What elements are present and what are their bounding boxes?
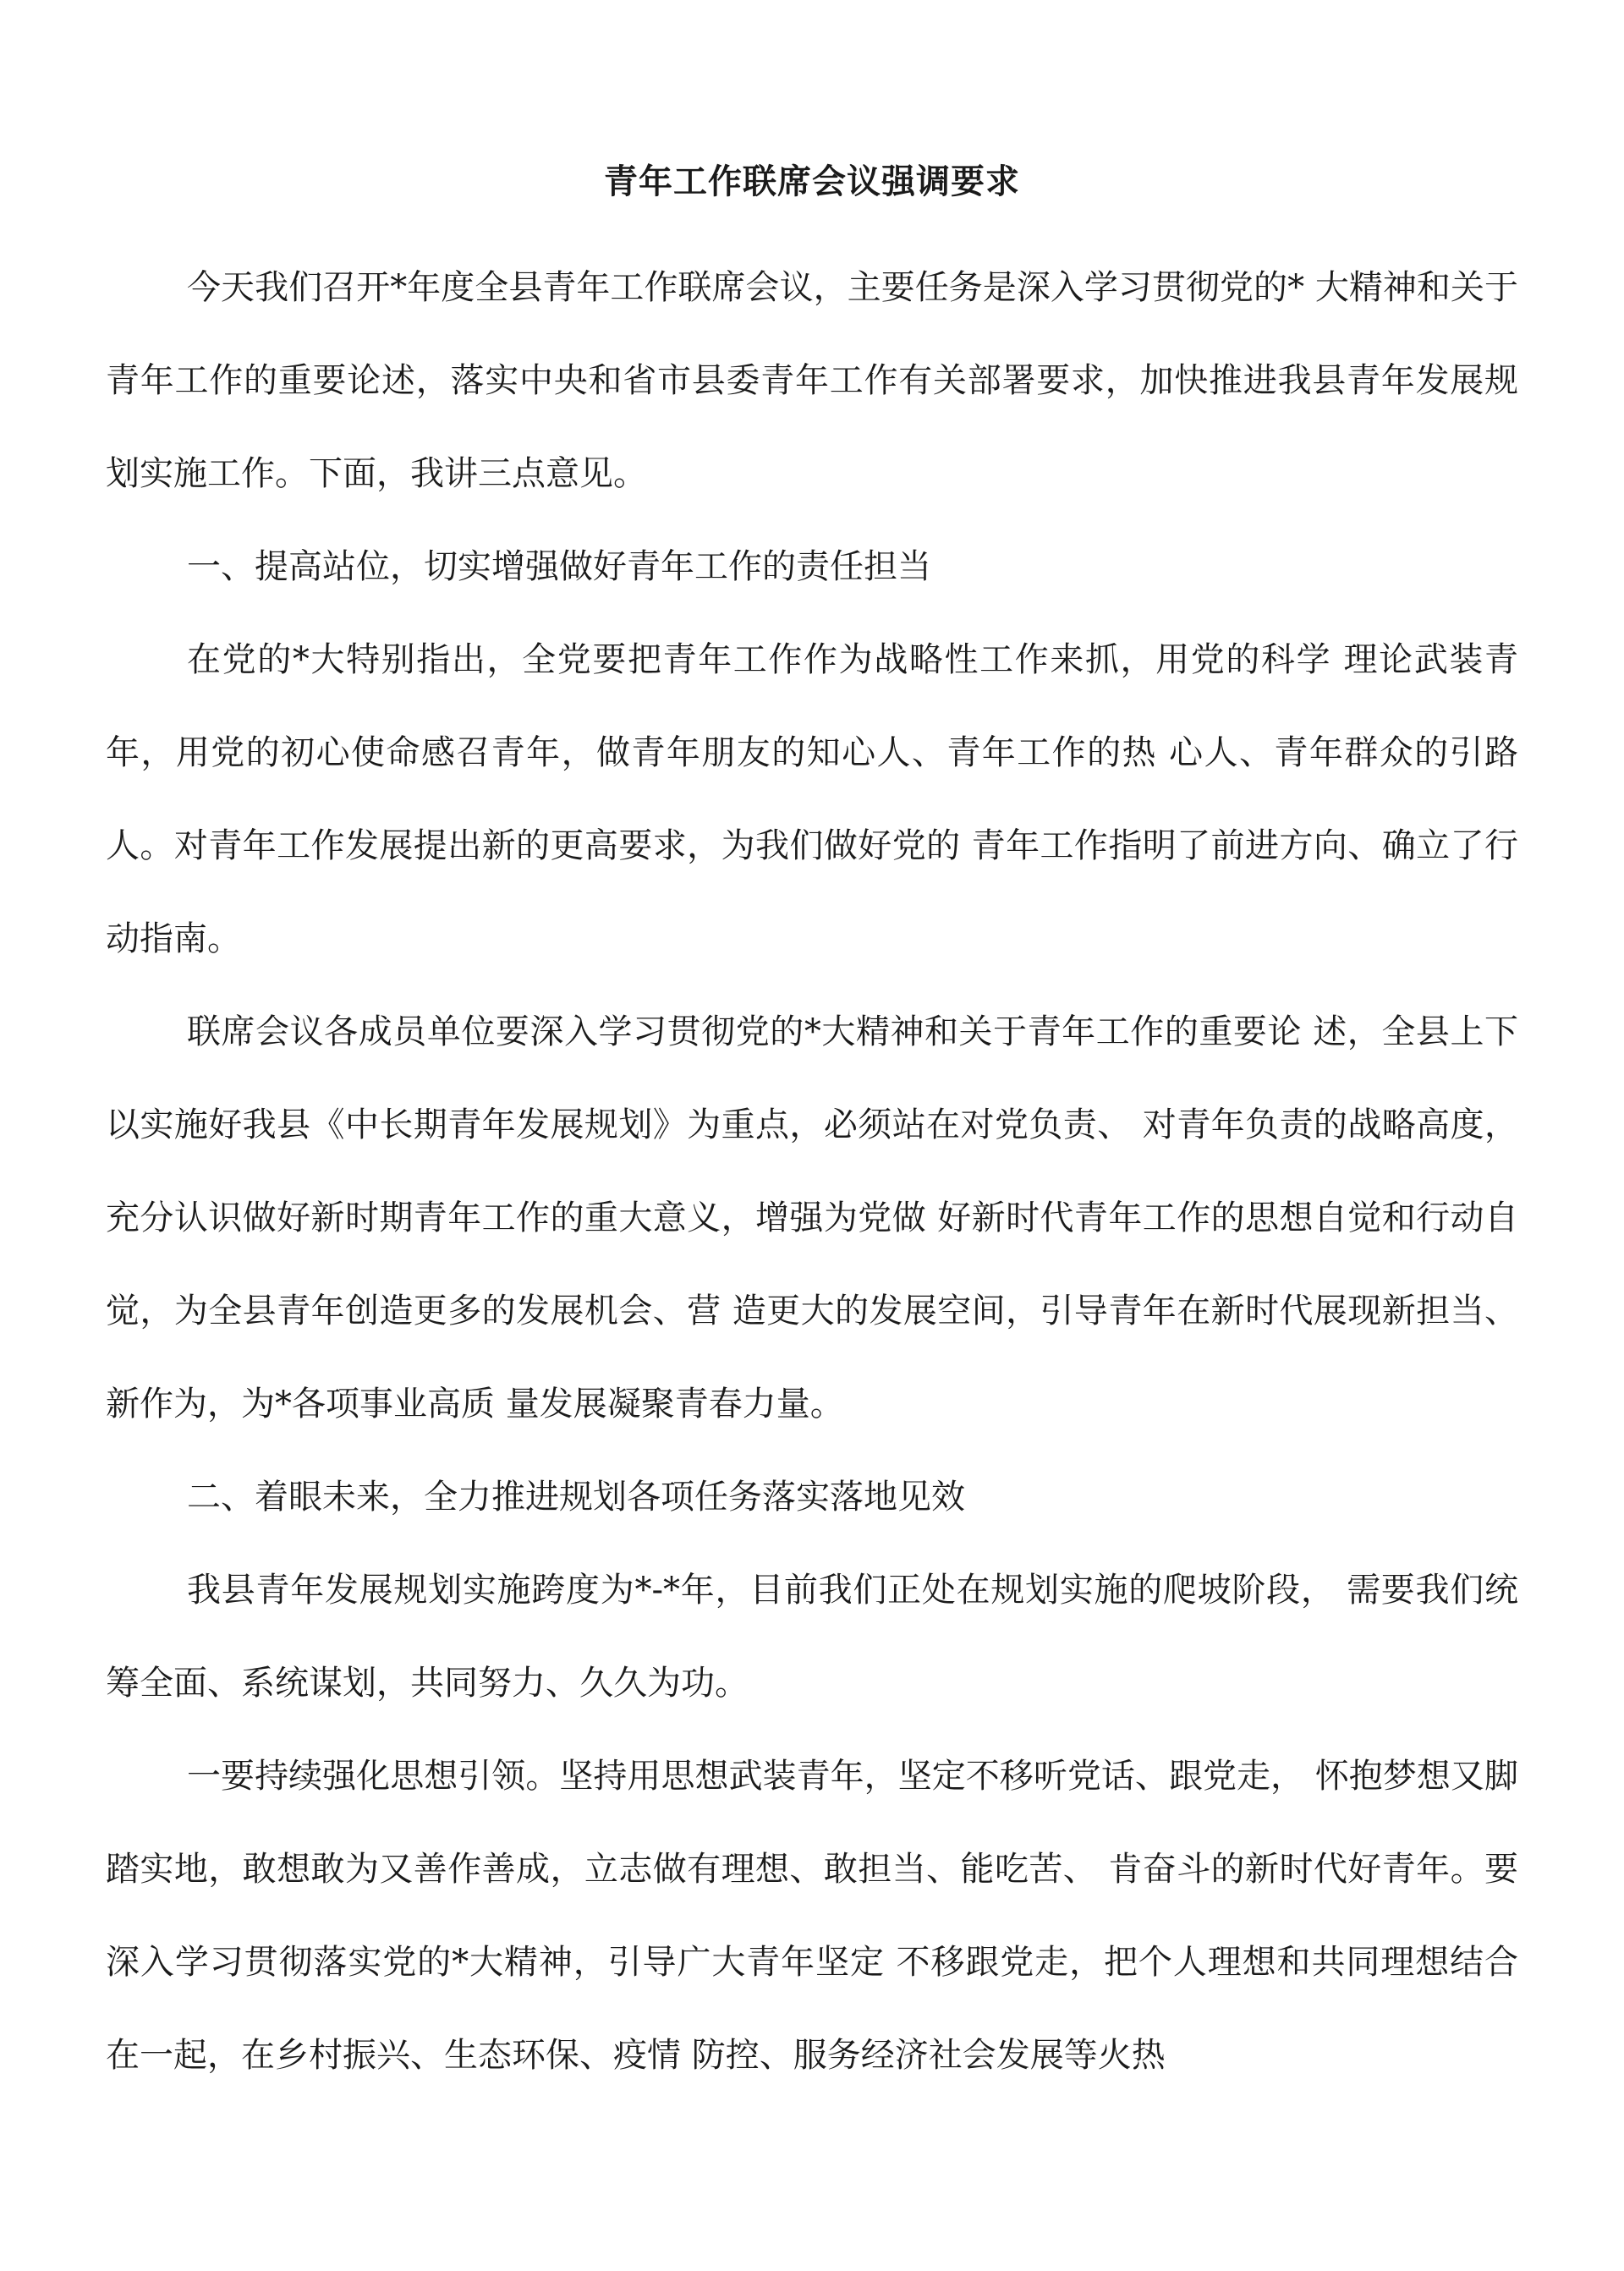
paragraph-2: 联席会议各成员单位要深入学习贯彻党的*大精神和关于青年工作的重要论 述，全县上下以实施好我县《中长期青年发展规划》为重点，必须站在对党负责、 对青年负责的战略高度，充分认识做好新时期青年工作的重大意义，增强为党做 好新时代青年工作的思想自觉和行动自觉，为全县青年创造更多的发展机会、营 造更大的发展空间，引导青年在新时代展现新担当、新作为，为*各项事业高质 量发展凝聚青春力量。	[106, 1012, 1518, 1423]
section-heading-2: 二、着眼未来，全力推进规划各项任务落实落地见效	[187, 1478, 965, 1517]
paragraph-1: 在党的*大特别指出，全党要把青年工作作为战略性工作来抓，用党的科学 理论武装青年，用党的初心使命感召青年，做青年朋友的知心人、青年工作的热 心人、青年群众的引路人。对青年工作发展提出新的更高要求，为我们做好党的 青年工作指明了前进方向、确立了行动指南。	[106, 640, 1518, 958]
paragraph-intro: 今天我们召开*年度全县青年工作联席会议，主要任务是深入学习贯彻党的* 大精神和关于青年工作的重要论述，落实中央和省市县委青年工作有关部署要求，加快推进我县青年发展规划实施工作。下面，我讲三点意见。	[106, 268, 1518, 493]
document-title: 青年工作联席会议强调要求	[604, 162, 1020, 201]
paragraph-4: 一要持续强化思想引领。坚持用思想武装青年，坚定不移听党话、跟党走， 怀抱梦想又脚踏实地，敢想敢为又善作善成，立志做有理想、敢担当、能吃苦、 肯奋斗的新时代好青年。要深入学习贯彻落实党的*大精神，引导广大青年坚定 不移跟党走，把个人理想和共同理想结合在一起，在乡村振兴、生态环保、疫情 防控、服务经济社会发展等火热	[106, 1757, 1518, 2075]
document-page	[106, 156, 1518, 2102]
paragraph-3: 我县青年发展规划实施跨度为*-*年，目前我们正处在规划实施的爬坡阶段， 需要我们统筹全面、系统谋划，共同努力、久久为功。	[106, 1571, 1518, 1703]
section-heading-1: 一、提高站位，切实增强做好青年工作的责任担当	[187, 547, 931, 586]
